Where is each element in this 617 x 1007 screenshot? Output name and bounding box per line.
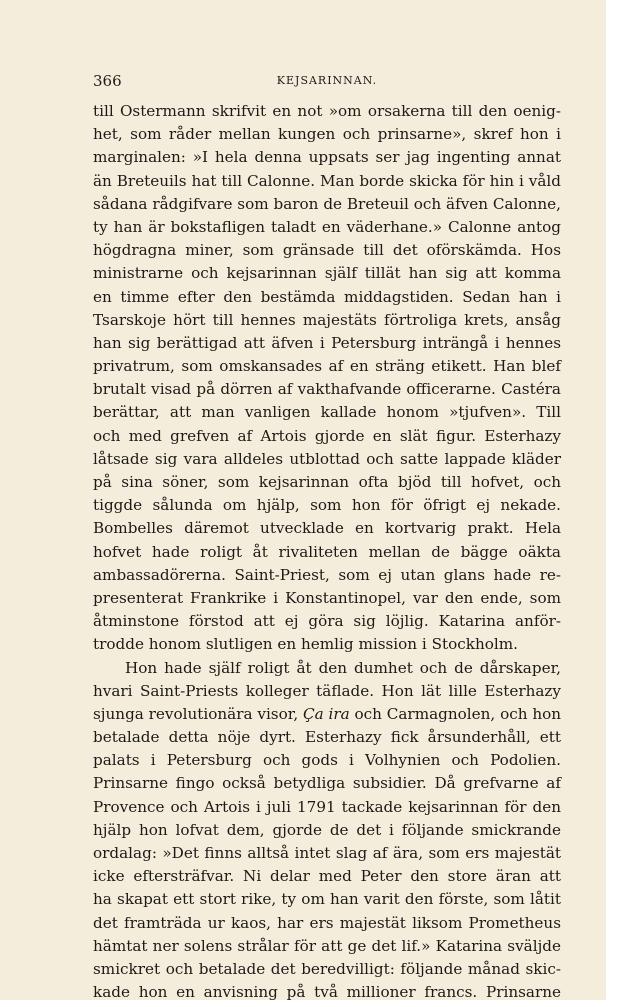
- body-text: [93, 100, 561, 1004]
- text-line: hofvet hade roligt åt rivaliteten mellan de bägge oäkta: [93, 542, 561, 561]
- text-line: ordalag: »Det finns alltså intet slag af ära, som ers majestät: [93, 844, 561, 862]
- page-header: [93, 72, 561, 92]
- paragraph-start-line: Hon hade själf roligt åt den dumhet och de dårskaper,: [125, 658, 561, 677]
- text-line: ministrarne och kejsarinnan själf tillät han sig att komma: [93, 264, 561, 283]
- text-line: marginalen: »I hela denna uppsats ser jag ingenting annat: [93, 148, 561, 167]
- text-line: berättar, att man vanligen kallade honom »tjufven». Till: [93, 403, 561, 422]
- text-line-with-italic: [93, 703, 561, 726]
- text-line: hämtat ner solens strålar för att ge det lif.» Katarina sväljde: [93, 936, 561, 955]
- text-line: på sina söner, som kejsarinnan ofta bjöd till hofvet, och: [93, 473, 561, 491]
- text-line: brutalt visad på dörren af vakthafvande officerarne. Castéra: [93, 380, 561, 399]
- text-line: kade hon en anvisning på två millioner francs. Prinsarne: [93, 983, 561, 1002]
- text-line: ty han är bokstafligen taladt en väderhane.» Calonne antog: [93, 217, 561, 236]
- text-line: högdragna miner, som gränsade till det oförskämda. Hos: [93, 241, 561, 260]
- text-segment: och Carmagnolen, och hon: [354, 704, 562, 723]
- text-line: hvari Saint-Priests kolleger täflade. Hon lät lille Esterhazy: [93, 681, 561, 700]
- text-line: en timme efter den bestämda middagstiden. Sedan han i: [93, 287, 561, 306]
- text-line: Tsarskoje hört till hennes majestäts förtroliga krets, ansåg: [93, 310, 561, 329]
- text-line: privatrum, som omskansades af en sträng etikett. Han blef: [93, 357, 561, 376]
- running-title: KEJSARINNAN.: [276, 74, 378, 87]
- text-line: åtminstone förstod att ej göra sig löjlig. Katarina anför-: [93, 612, 561, 631]
- page-edge: [606, 0, 617, 1007]
- text-line: het, som råder mellan kungen och prinsarne», skref hon i: [93, 125, 561, 144]
- text-line: låtsade sig vara alldeles utblottad och satte lappade kläder: [93, 449, 561, 468]
- paragraph-end-line: trodde honom slutligen en hemlig mission i Stockholm.: [93, 635, 518, 654]
- text-line: och med grefven af Artois gjorde en slät figur. Esterhazy: [93, 426, 561, 445]
- text-line: presenterat Frankrike i Konstantinopel, var den ende, som: [93, 588, 561, 607]
- text-line: tiggde sålunda om hjälp, som hon för öfrigt ej nekade.: [93, 496, 561, 515]
- text-line: Bombelles däremot utvecklade en kortvarig prakt. Hela: [93, 519, 561, 538]
- text-segment: sjunga revolutionära visor,: [93, 704, 299, 723]
- text-line: Prinsarne fingo också betydliga subsidier. Då grefvarne af: [93, 774, 561, 793]
- text-line: palats i Petersburg och gods i Volhynien och Podolien.: [93, 751, 561, 770]
- text-line: smickret och betalade det beredvilligt: följande månad skic-: [93, 959, 561, 978]
- text-line: han sig berättigad att äfven i Petersburg inträngå i hennes: [93, 333, 561, 352]
- text-line: ha skapat ett stort rike, ty om han varit den förste, som låtit: [93, 890, 561, 909]
- page-number: 366: [93, 72, 122, 90]
- text-line: än Breteuils hat till Calonne. Man borde skicka för hin i våld: [93, 171, 561, 190]
- text-line: hjälp hon lofvat dem, gjorde de det i följande smickrande: [93, 820, 561, 839]
- text-line: till Ostermann skrifvit en not »om orsakerna till den oenig-: [93, 102, 561, 120]
- text-line: det framträda ur kaos, har ers majestät liksom Prometheus: [93, 913, 561, 932]
- text-line: betalade detta nöje dyrt. Esterhazy fick årsunderhåll, ett: [93, 728, 561, 747]
- song-title-italic: Ça ira: [302, 704, 350, 723]
- text-line: Provence och Artois i juli 1791 tackade kejsarinnan för den: [93, 797, 561, 816]
- text-line: ambassadörerna. Saint-Priest, som ej utan glans hade re-: [93, 565, 561, 584]
- text-line: icke eftersträfvar. Ni delar med Peter den store äran att: [93, 867, 561, 886]
- text-line: sådana rådgifvare som baron de Breteuil och äfven Calonne,: [93, 194, 561, 213]
